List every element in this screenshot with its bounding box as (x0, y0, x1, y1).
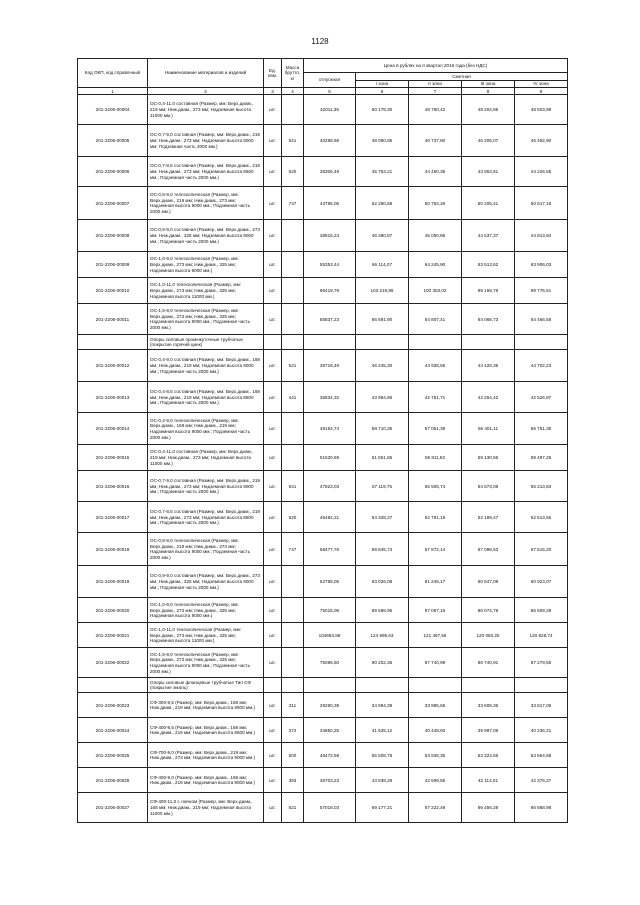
row-price-wholesale: 52768,05 (304, 566, 356, 598)
row-mass: 747 (282, 187, 304, 220)
row-price-zone-4: 99 775,51 (515, 278, 568, 304)
row-price-wholesale: 45484,21 (304, 502, 356, 533)
table-row (78, 187, 568, 220)
row-unit: шт. (264, 187, 282, 220)
header-wholesale: отпускная (304, 73, 356, 88)
row-code: 201-2206-00024 (78, 718, 148, 743)
row-price-wholesale (304, 335, 356, 350)
row-unit: шт. (264, 693, 282, 718)
row-price-zone-3: 66 456,28 (462, 793, 515, 823)
row-unit: шт. (264, 623, 282, 648)
row-name: СФ-400-8,5 (Размер, мм: Верх.диам., 168 мм; Ниж.диам., 219 мм; Надземная высота 8500 мм.) (148, 718, 264, 743)
row-name: СФ-400-11,0 с лючком (Размер, мм: Верх.диам., 168 мм; Ниж.диам., 219 мм; Надземная высота 11000 мм.) (148, 793, 264, 823)
table-row (78, 718, 568, 743)
row-price-zone-3: 56 401,11 (462, 413, 515, 445)
row-price-wholesale: 38306,49 (304, 157, 356, 187)
header-code: Код ОКП, код справочный (78, 59, 148, 88)
row-unit (264, 678, 282, 693)
row-name: ОС-0,4-11,0 составная (Размер, мм: Верх.диам., 219 мм; Ниж.диам., 273 мм; Надземная высота 11000 мм.) (148, 95, 264, 125)
row-name: СФ-300-8,5 (Размер, мм: Верх.диам., 168 мм; Ниж.диам., 219 мм; Надземная высота 8500 мм.) (148, 693, 264, 718)
column-number: 2 (148, 88, 264, 95)
row-price-wholesale: 75096,50 (304, 648, 356, 678)
row-price-zone-3 (462, 335, 515, 350)
row-mass: 500 (282, 743, 304, 768)
row-price-zone-1: 89 598,95 (356, 598, 409, 623)
row-mass (282, 304, 304, 335)
table-row (78, 533, 568, 566)
row-price-zone-4: 50 517,18 (515, 187, 568, 220)
row-name: ОС-1,0-9,0 телескопическая (Размер, мм: Верх.диам., 273 мм; Ниж.диам., 325 мм; Надземная высота 9000 мм.) (148, 598, 264, 623)
header-zone-4: IV зона (515, 80, 568, 88)
row-price-zone-1: 61 551,65 (356, 445, 409, 471)
row-mass: 521 (282, 350, 304, 382)
row-price-zone-3: 42 114,01 (462, 768, 515, 793)
row-name: ОС-0,8-9,0 телескопическая (Размер, мм: Верх.диам., 219 мм; Ниж.диам., 273 мм; Надземная высота 9000 мм.; Подземная часть 2000 мм.) (148, 187, 264, 220)
table-row (78, 125, 568, 157)
row-code: 201-2206-00026 (78, 768, 148, 793)
section-row (78, 678, 568, 693)
row-price-zone-3: 44 537,37 (462, 220, 515, 252)
row-price-zone-1: 43 994,86 (356, 382, 409, 413)
row-price-zone-2: 64 245,90 (409, 252, 462, 278)
row-code: 201-2206-00013 (78, 382, 148, 413)
table-row (78, 220, 568, 252)
row-unit: шт. (264, 382, 282, 413)
row-mass: 621 (282, 793, 304, 823)
row-name: ОС-0,9-9,0 составная (Размер, мм: Верх.диам., 273 мм; Ниж.диам., 325 мм; Надземная высота 9000 мм.; Подземная часть 2000 мм.) (148, 220, 264, 252)
row-price-zone-2: 67 872,14 (409, 533, 462, 566)
row-price-zone-1: 46 245,30 (356, 350, 409, 382)
row-price-zone-1: 55 508,78 (356, 743, 409, 768)
header-mass: Масса брутто, кг (282, 59, 304, 88)
row-mass (282, 335, 304, 350)
row-code: 201-2206-00004 (78, 95, 148, 125)
row-mass: 641 (282, 125, 304, 157)
row-price-wholesale: 29290,38 (304, 693, 356, 718)
row-price-zone-4: 53 654,68 (515, 743, 568, 768)
row-price-zone-1 (356, 335, 409, 350)
row-mass: 747 (282, 533, 304, 566)
row-price-zone-3: 43 953,61 (462, 157, 515, 187)
row-price-zone-3: 44 426,35 (462, 350, 515, 382)
row-price-zone-3: 60 547,09 (462, 566, 515, 598)
row-code: 201-2206-00025 (78, 743, 148, 768)
row-price-wholesale: 38718,49 (304, 350, 356, 382)
row-unit: шт. (264, 793, 282, 823)
column-number: 7 (409, 88, 462, 95)
row-code: 201-2206-00027 (78, 793, 148, 823)
row-code: 201-2206-00009 (78, 252, 148, 278)
row-price-zone-3: 48 204,85 (462, 95, 515, 125)
row-price-zone-1: 52 280,68 (356, 187, 409, 220)
row-unit: шт. (264, 278, 282, 304)
row-price-zone-1: 43 838,29 (356, 768, 409, 793)
row-price-zone-2: 46 737,80 (409, 125, 462, 157)
row-code (78, 335, 148, 350)
row-price-zone-1: 63 026,08 (356, 566, 409, 598)
row-price-wholesale: 42011,35 (304, 95, 356, 125)
row-unit: шт. (264, 502, 282, 533)
row-price-zone-3: 39 987,09 (462, 718, 515, 743)
row-price-zone-1: 58 710,35 (356, 413, 409, 445)
row-price-zone-4: 63 906,03 (515, 252, 568, 278)
row-price-zone-2: 67 222,49 (409, 793, 462, 823)
row-name: ОС-0,7-8,5 составная (Размер, мм: Верх.диам., 219 мм; Ниж.диам., 273 мм; Надземная высота 8500 мм.; Подземная часть 2000 мм.) (148, 502, 264, 533)
row-price-zone-1: 34 984,39 (356, 693, 409, 718)
row-mass: 620 (282, 157, 304, 187)
row-price-zone-2: 52 791,19 (409, 502, 462, 533)
row-price-zone-1 (356, 678, 409, 693)
row-unit: шт. (264, 566, 282, 598)
row-price-zone-4 (515, 678, 568, 693)
row-name: ОС-0,7-9,0 составная (Размер, мм: Верх.диам., 219 мм; Ниж.диам., 273 мм; Надземная высота 9000 мм; Подземная часть 2000 мм.) (148, 125, 264, 157)
row-name: ОС-1,0-11,0 телескопическая (Размер, мм: Верх.диам., 273 мм; Ниж.диам., 325 мм; Надземная высота 11000 мм.) (148, 278, 264, 304)
row-price-zone-1: 103 219,96 (356, 278, 409, 304)
row-name: ОС-1,5-9,0 телескопическая (Размер, мм: Верх.диам., 273 мм; Ниж.диам., 325 мм; Надземная высота 9000 мм.; Подземная часть 2000 мм.) (148, 304, 264, 335)
row-price-zone-4: 67 515,20 (515, 533, 568, 566)
table-row (78, 413, 568, 445)
row-price-wholesale: 46472,59 (304, 743, 356, 768)
row-unit: шт. (264, 252, 282, 278)
row-price-zone-4: 86 609,29 (515, 598, 568, 623)
row-price-zone-4: 56 751,35 (515, 413, 568, 445)
row-name: ОС-1,0-9,0 телескопическая (Размер, мм: Верх.диам., 273 мм; Ниж.диам., 325 мм; Надземная высота 9000 мм.) (148, 252, 264, 278)
row-price-wholesale (304, 678, 356, 693)
row-price-zone-2: 121 467,56 (409, 623, 462, 648)
table-row (78, 252, 568, 278)
table-row (78, 502, 568, 533)
table-row (78, 768, 568, 793)
row-code: 201-2206-00011 (78, 304, 148, 335)
row-price-zone-4: 44 702,23 (515, 350, 568, 382)
row-price-zone-4: 46 492,90 (515, 125, 568, 157)
row-mass (282, 566, 304, 598)
header-estimate: Сметная (356, 73, 568, 81)
row-mass: 311 (282, 693, 304, 718)
table-row (78, 157, 568, 187)
row-code: 201-2206-00010 (78, 278, 148, 304)
row-mass (282, 95, 304, 125)
row-price-zone-1: 66 114,07 (356, 252, 409, 278)
row-price-zone-4: 87 279,55 (515, 648, 568, 678)
row-price-wholesale: 58477,76 (304, 533, 356, 566)
row-code: 201-2206-00006 (78, 157, 148, 187)
row-price-zone-1: 54 328,27 (356, 502, 409, 533)
row-price-zone-4: 52 513,55 (515, 502, 568, 533)
row-code: 201-2206-00015 (78, 445, 148, 471)
page-number: 1128 (311, 37, 329, 46)
row-price-zone-1: 48 090,85 (356, 125, 409, 157)
table-row (78, 566, 568, 598)
row-mass (282, 445, 304, 471)
row-price-wholesale: 36834,32 (304, 382, 356, 413)
row-name: ОС-1,0-11,0 телескопическая (Размер, мм: Верх.диам., 273 мм; Ниж.диам., 325 мм; Надземная высота 11000 мм.) (148, 623, 264, 648)
row-price-wholesale: 40288,66 (304, 125, 356, 157)
row-unit: шт. (264, 350, 282, 382)
row-price-wholesale: 55837,23 (304, 304, 356, 335)
row-unit (264, 335, 282, 350)
row-price-zone-3: 67 098,53 (462, 533, 515, 566)
row-price-wholesale: 34850,25 (304, 718, 356, 743)
column-number: 6 (356, 88, 409, 95)
column-number: 8 (462, 88, 515, 95)
row-price-zone-1: 69 845,73 (356, 533, 409, 566)
row-name: СФ-400-9,0 (Размер, мм: Верх.диам., 168 мм; Ниж.диам., 219 мм; Надземная высота 9000 мм.) (148, 768, 264, 793)
table-row (78, 304, 568, 335)
row-price-zone-3: 46 205,07 (462, 125, 515, 157)
column-number: 1 (78, 88, 148, 95)
row-code: 201-2206-00005 (78, 125, 148, 157)
row-name: ОС-0,4-11,0 составная (Размер, мм: Верх.диам., 219 мм; Ниж.диам., 273 мм; Надземная высота 11000 мм.) (148, 445, 264, 471)
row-price-zone-4: 55 213,83 (515, 471, 568, 502)
row-price-zone-1: 45 753,21 (356, 157, 409, 187)
row-mass (282, 648, 304, 678)
row-code: 201-2206-00018 (78, 533, 148, 566)
row-price-zone-2: 42 751,71 (409, 382, 462, 413)
row-price-zone-4: 120 828,74 (515, 623, 568, 648)
table-row (78, 598, 568, 623)
row-price-zone-3: 50 205,41 (462, 187, 515, 220)
row-unit: шт. (264, 413, 282, 445)
row-price-wholesale: 51530,69 (304, 445, 356, 471)
table-row (78, 471, 568, 502)
row-price-zone-3: 63 513,62 (462, 252, 515, 278)
row-price-zone-3: 59 130,56 (462, 445, 515, 471)
row-code: 201-2206-00008 (78, 220, 148, 252)
row-price-wholesale: 57018,03 (304, 793, 356, 823)
header-price-group: Цена в рублях на II квартал 2016 года (без НДС) (304, 59, 568, 73)
row-mass: 620 (282, 502, 304, 533)
row-price-wholesale: 49154,74 (304, 413, 356, 445)
row-price-zone-2: 64 807,41 (409, 304, 462, 335)
row-price-zone-3: 86 740,91 (462, 648, 515, 678)
row-price-zone-1: 124 999,63 (356, 623, 409, 648)
row-code: 201-2206-00012 (78, 350, 148, 382)
row-code: 201-2206-00020 (78, 598, 148, 623)
row-price-zone-3: 52 189,47 (462, 502, 515, 533)
row-name: ОС-0,4-8,5 составная (Размер, мм: Верх.диам., 168 мм; Ниж.диам., 219 мм; Надземная высота 8500 мм.; Подземная часть 2000 мм.) (148, 382, 264, 413)
row-price-zone-4: 42 376,37 (515, 768, 568, 793)
row-unit: шт. (264, 718, 282, 743)
row-code: 201-2206-00017 (78, 502, 148, 533)
row-price-zone-3: 86 074,78 (462, 598, 515, 623)
row-price-zone-3: 54 873,09 (462, 471, 515, 502)
row-price-zone-1: 66 691,90 (356, 304, 409, 335)
row-price-zone-4 (515, 335, 568, 350)
table-body (78, 95, 568, 823)
row-price-wholesale: 104684,88 (304, 623, 356, 648)
table-row (78, 350, 568, 382)
row-price-wholesale: 55353,44 (304, 252, 356, 278)
row-unit: шт. (264, 768, 282, 793)
row-unit: шт. (264, 304, 282, 335)
row-mass (282, 678, 304, 693)
row-mass (282, 252, 304, 278)
row-price-zone-2: 87 740,99 (409, 648, 462, 678)
row-price-zone-2: 33 995,65 (409, 693, 462, 718)
row-code: 201-2206-00022 (78, 648, 148, 678)
row-name: Опоры силовые промежуточные трубчатые (покрытие горячий цинк) (148, 335, 264, 350)
row-unit: шт. (264, 157, 282, 187)
row-name: ОС-0,7-8,5 составная (Размер, мм: Верх.диам., 219 мм; Ниж.диам., 273 мм; Надземная высота 8500 мм.; Подземная часть 2000 мм.) (148, 157, 264, 187)
row-price-zone-3: 33 608,36 (462, 693, 515, 718)
row-price-zone-2: 44 460,36 (409, 157, 462, 187)
table-row (78, 445, 568, 471)
row-price-zone-3: 42 264,42 (462, 382, 515, 413)
row-price-zone-2: 87 067,16 (409, 598, 462, 623)
row-mass (282, 220, 304, 252)
row-price-wholesale: 36703,23 (304, 768, 356, 793)
row-price-zone-4: 64 466,58 (515, 304, 568, 335)
price-table (77, 58, 568, 823)
row-code: 201-2206-00016 (78, 471, 148, 502)
row-price-zone-2 (409, 335, 462, 350)
header-zone-1: I зона (356, 80, 409, 88)
table-row (78, 278, 568, 304)
row-price-zone-2: 100 303,02 (409, 278, 462, 304)
row-unit: шт. (264, 471, 282, 502)
row-price-zone-1: 69 177,21 (356, 793, 409, 823)
row-mass: 641 (282, 471, 304, 502)
row-unit: шт. (264, 533, 282, 566)
row-price-zone-2: 50 764,26 (409, 187, 462, 220)
row-code: 201-2206-00023 (78, 693, 148, 718)
row-name: ОС-1,5-9,0 телескопическая (Размер, мм: Верх.диам., 273 мм; Ниж.диам., 325 мм; Надземная высота 9000 мм.; Подземная часть 2000 мм.) (148, 648, 264, 678)
row-price-zone-1: 41 625,12 (356, 718, 409, 743)
row-price-wholesale: 47823,03 (304, 471, 356, 502)
row-unit: шт. (264, 445, 282, 471)
row-price-zone-3 (462, 678, 515, 693)
header-name: Наименование материалов и изделий (148, 59, 264, 88)
row-price-zone-2: 59 811,82 (409, 445, 462, 471)
row-price-zone-4: 60 923,07 (515, 566, 568, 598)
row-price-zone-4: 66 868,98 (515, 793, 568, 823)
row-name: ОС-0,8-9,0 телескопическая (Размер, мм: Верх.диам., 219 мм; Ниж.диам., 273 мм; Надземная высота 9000 мм.; Подземная часть 2000 мм.) (148, 533, 264, 566)
row-price-zone-4: 48 503,99 (515, 95, 568, 125)
row-price-wholesale: 86419,79 (304, 278, 356, 304)
row-code: 201-2206-00021 (78, 623, 148, 648)
row-unit: шт. (264, 598, 282, 623)
row-price-zone-4: 42 526,87 (515, 382, 568, 413)
row-price-zone-4: 40 236,21 (515, 718, 568, 743)
row-price-zone-4: 44 813,94 (515, 220, 568, 252)
table-row (78, 743, 568, 768)
row-name: ОС-0,4-9,0 телескопическая (Размер, мм: Верх.диам., 168 мм; Ниж.диам., 219 мм; Надземная высота 9000 мм.; Подземная часть 2000 мм.) (148, 413, 264, 445)
table-row (78, 382, 568, 413)
row-price-zone-1: 50 178,30 (356, 95, 409, 125)
row-price-zone-2: 45 050,86 (409, 220, 462, 252)
row-code: 201-2206-00019 (78, 566, 148, 598)
header-unit: Ед. изм. (264, 59, 282, 88)
table-row (78, 623, 568, 648)
row-unit: шт. (264, 220, 282, 252)
row-price-zone-4: 33 817,06 (515, 693, 568, 718)
column-number: 5 (304, 88, 356, 95)
row-price-wholesale: 75015,06 (304, 598, 356, 623)
row-price-zone-1: 46 380,87 (356, 220, 409, 252)
row-price-zone-2: 40 448,93 (409, 718, 462, 743)
row-price-zone-2: 55 505,74 (409, 471, 462, 502)
row-price-zone-1: 57 119,75 (356, 471, 409, 502)
row-unit: шт. (264, 95, 282, 125)
row-price-zone-1: 90 202,35 (356, 648, 409, 678)
row-name: ОС-0,7-9,0 составная (Размер, мм: Верх.диам., 219 мм; Ниж.диам., 273 мм; Надземная высота 9000 мм.; Подземная часть 2000 мм.) (148, 471, 264, 502)
row-mass (282, 413, 304, 445)
row-price-zone-2 (409, 678, 462, 693)
row-name: Опоры силовые фланцевые трубчатые Тип СФ (покрытие эмаль) (148, 678, 264, 693)
column-number: 4 (282, 88, 304, 95)
column-number-row (78, 88, 568, 95)
row-mass (282, 278, 304, 304)
row-code: 201-2206-00014 (78, 413, 148, 445)
row-price-zone-3: 99 159,75 (462, 278, 515, 304)
row-price-zone-4: 44 226,55 (515, 157, 568, 187)
column-number: 3 (264, 88, 282, 95)
section-row (78, 335, 568, 350)
row-price-wholesale: 43795,05 (304, 187, 356, 220)
row-mass: 372 (282, 718, 304, 743)
row-name: СФ-700-9,0 (Размер, мм: Верх.диам., 219 мм; Ниж.диам., 273 мм; Надземная высота 9000 мм.) (148, 743, 264, 768)
column-number: 9 (515, 88, 568, 95)
row-mass: 441 (282, 382, 304, 413)
row-unit: шт. (264, 125, 282, 157)
row-mass (282, 623, 304, 648)
row-price-zone-2: 53 938,35 (409, 743, 462, 768)
row-code: 201-2206-00007 (78, 187, 148, 220)
row-price-zone-3: 64 068,73 (462, 304, 515, 335)
header-zone-2: II зона (409, 80, 462, 88)
row-mass (282, 598, 304, 623)
row-name: ОС-0,9-9,0 составная (Размер, мм: Верх.диам., 273 мм; Ниж.диам., 325 мм; Надземная высота 9000 мм.; Подземная часть 2000 мм.) (148, 566, 264, 598)
table-row (78, 693, 568, 718)
row-name: ОС-0,4-9,0 составная (Размер, мм: Верх.диам., 168 мм; Ниж.диам., 219 мм; Надземная высота 9000 мм.; Подземная часть 2000 мм.) (148, 350, 264, 382)
row-price-zone-2: 61 245,17 (409, 566, 462, 598)
row-price-wholesale: 38815,24 (304, 220, 356, 252)
row-price-zone-2: 57 051,39 (409, 413, 462, 445)
row-code (78, 678, 148, 693)
row-price-zone-2: 48 760,42 (409, 95, 462, 125)
row-unit: шт. (264, 743, 282, 768)
table-row (78, 95, 568, 125)
row-price-zone-2: 42 599,56 (409, 768, 462, 793)
row-price-zone-4: 59 497,26 (515, 445, 568, 471)
table-row (78, 793, 568, 823)
row-price-zone-3: 53 323,56 (462, 743, 515, 768)
row-mass: 393 (282, 768, 304, 793)
header-zone-3: III зона (462, 80, 515, 88)
row-unit: шт. (264, 648, 282, 678)
row-price-zone-3: 120 083,25 (462, 623, 515, 648)
table-row (78, 648, 568, 678)
row-price-zone-2: 44 938,56 (409, 350, 462, 382)
